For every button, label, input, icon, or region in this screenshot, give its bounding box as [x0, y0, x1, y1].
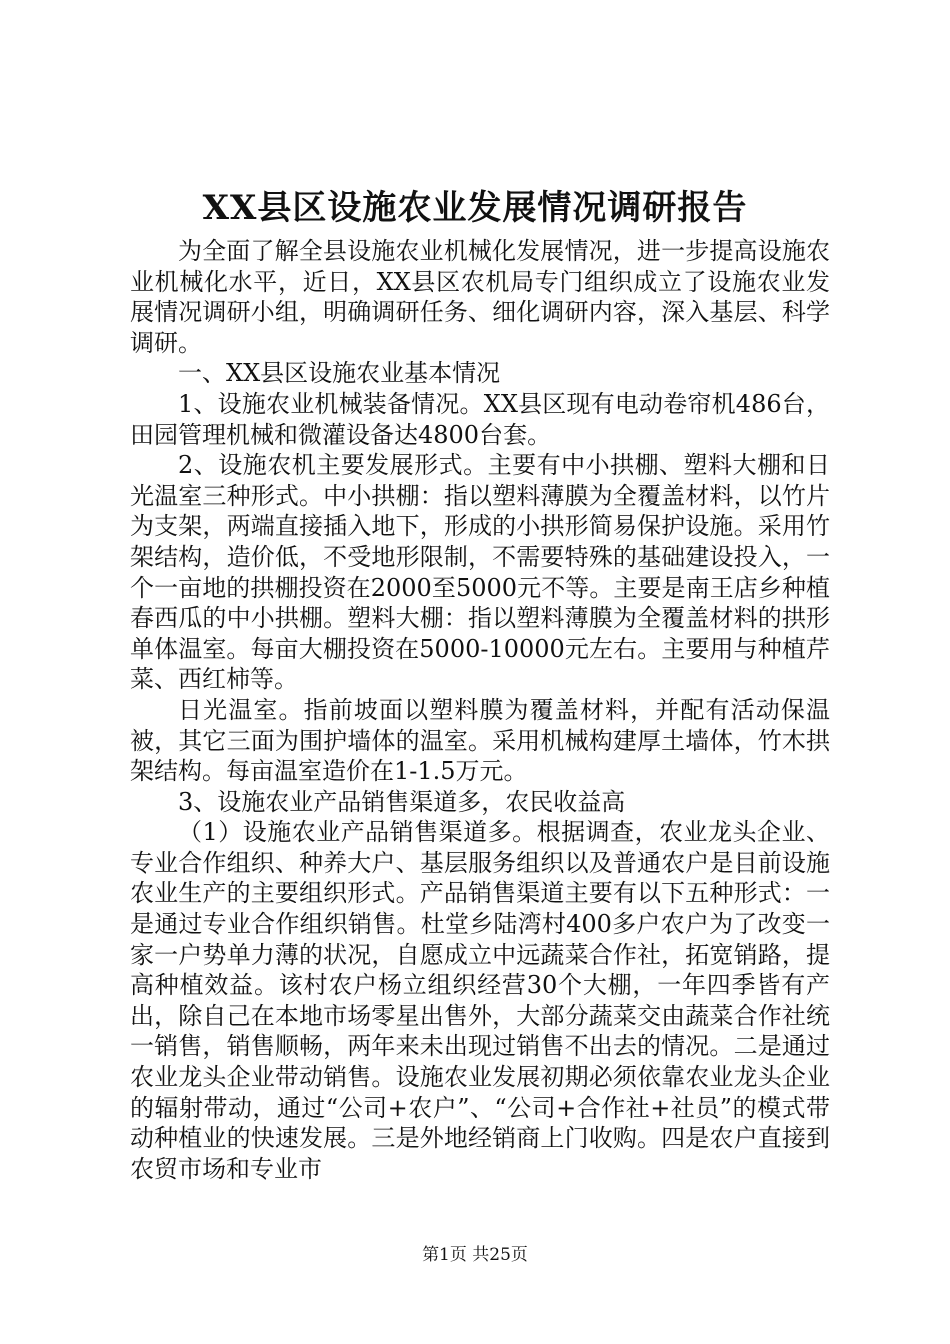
equipment-paragraph: 1、设施农业机械装备情况。XX县区现有电动卷帘机486台，田园管理机械和微灌设备达4800台套。	[130, 389, 830, 449]
sales-channels-paragraph: （1）设施农业产品销售渠道多。根据调查，农业龙头企业、专业合作组织、种养大户、基层服务组织以及普通农户是目前设施农业生产的主要组织形式。产品销售渠道主要有以下五种形式：一是通过专业合作组织销售。杜堂乡陆湾村400多户农户为了改变一家一户势单力薄的状况，自愿成立中远蔬菜合作社，拓宽销路，提高种植效益。该村农户杨立组织经营30个大棚，一年四季皆有产出，除自己在本地市场零星出售外，大部分蔬菜交由蔬菜合作社统一销售，销售顺畅，两年来未出现过销售不出去的情况。二是通过农业龙头企业带动销售。设施农业发展初期必须依靠农业龙头企业的辐射带动，通过“公司+农户”、“公司+合作社+社员”的模式带动种植业的快速发展。三是外地经销商上门收购。四是农户直接到农贸市场和专业市	[130, 818, 830, 1183]
document-body	[130, 236, 830, 1184]
development-forms-paragraph: 2、设施农机主要发展形式。主要有中小拱棚、塑料大棚和日光温室三种形式。中小拱棚：指以塑料薄膜为全覆盖材料，以竹片为支架，两端直接插入地下，形成的小拱形简易保护设施。采用竹架结构，造价低，不受地形限制，不需要特殊的基础建设投入，一个一亩地的拱棚投资在2000至5000元不等。主要是南王店乡种植春西瓜的中小拱棚。塑料大棚：指以塑料薄膜为全覆盖材料的拱形单体温室。每亩大棚投资在5000-10000元左右。主要用与种植芹菜、西红柿等。	[130, 451, 830, 694]
document-title: XX县区设施农业发展情况调研报告	[202, 188, 748, 228]
subsection-heading-sales: 3、设施农业产品销售渠道多，农民收益高	[178, 787, 626, 816]
page-footer: 第1页 共25页	[422, 1245, 528, 1265]
section-heading-basic-situation: 一、XX县区设施农业基本情况	[178, 359, 501, 388]
greenhouse-paragraph: 日光温室。指前坡面以塑料膜为覆盖材料，并配有活动保温被，其它三面为围护墙体的温室。采用机械构建厚土墙体，竹木拱架结构。每亩温室造价在1-1.5万元。	[130, 695, 830, 786]
intro-paragraph: 为全面了解全县设施农业机械化发展情况，进一步提高设施农业机械化水平，近日，XX县区农机局专门组织成立了设施农业发展情况调研小组，明确调研任务、细化调研内容，深入基层、科学调研。	[130, 237, 830, 357]
